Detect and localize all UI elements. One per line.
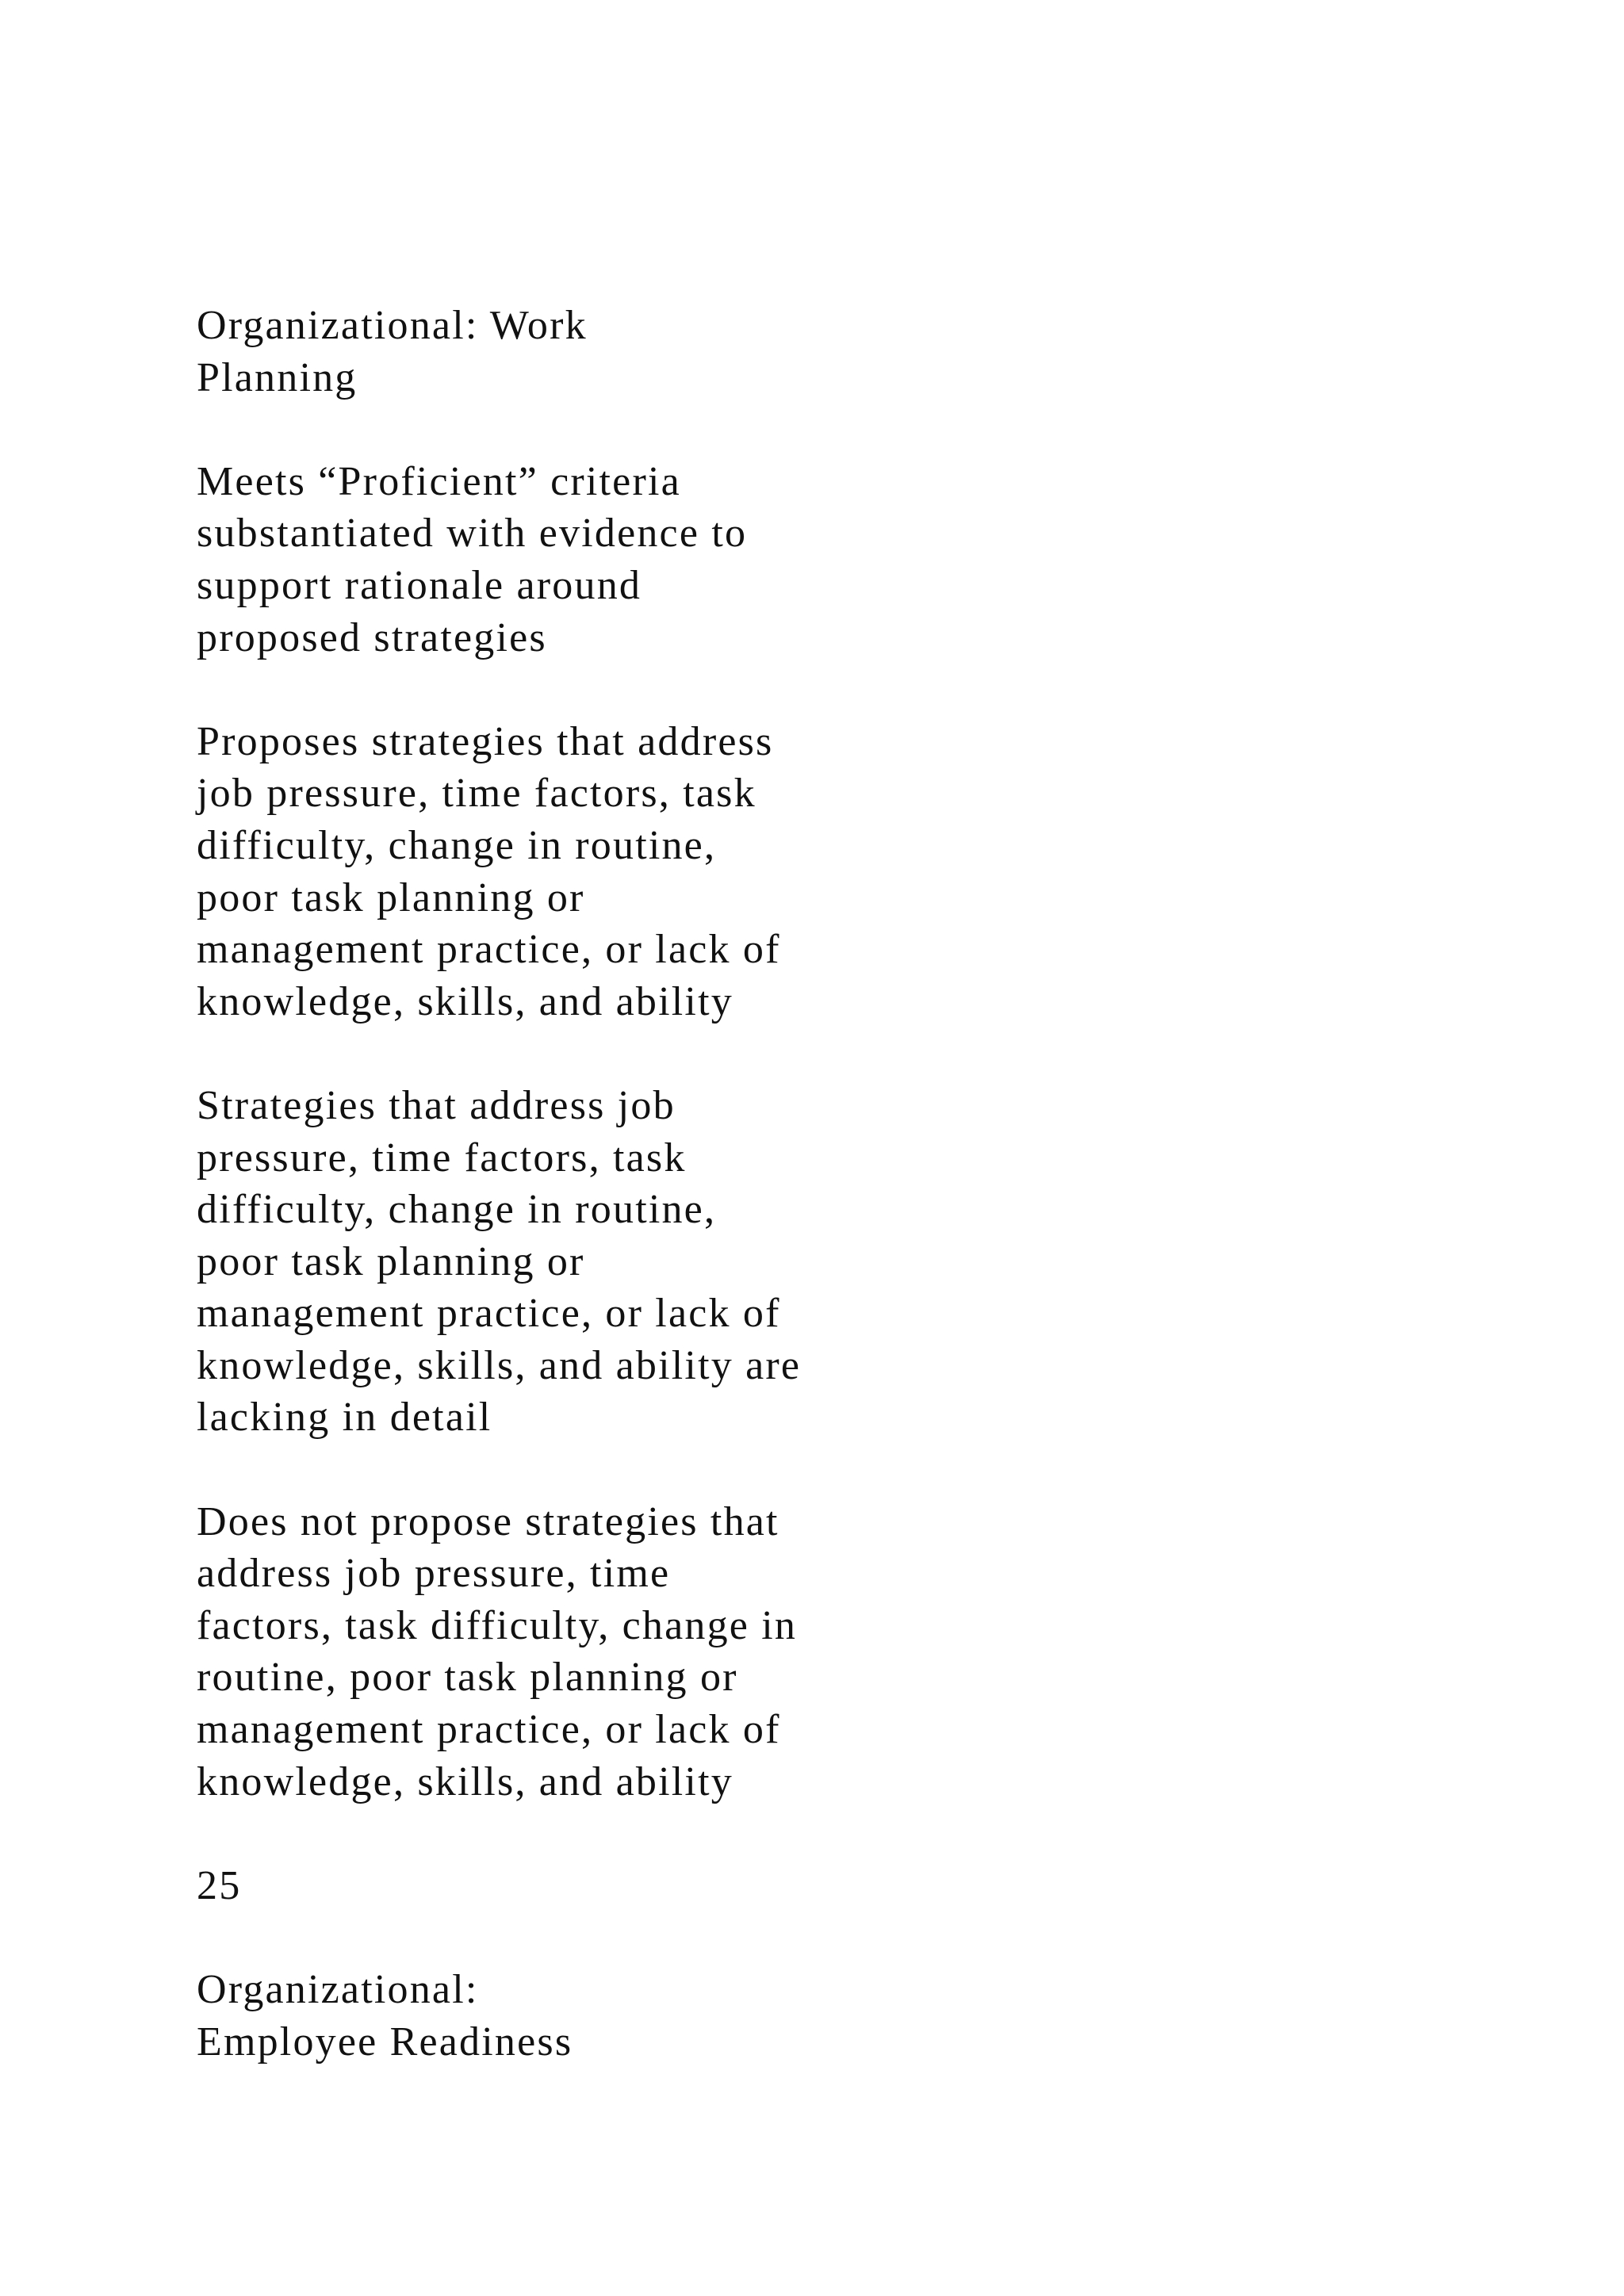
text-line: knowledge, skills, and ability [197, 1758, 733, 1804]
text-line: management practice, or lack of [197, 1707, 781, 1753]
text-line: Organizational: [197, 1967, 479, 2012]
text-line: pressure, time factors, task [197, 1135, 687, 1181]
criterion-value [197, 1860, 910, 1912]
not-evident-description [197, 1496, 910, 1808]
text-line: factors, task difficulty, change in [197, 1602, 798, 1648]
text-line: difficulty, change in routine, [197, 822, 717, 868]
criterion-heading-work-planning [197, 300, 910, 404]
text-line: knowledge, skills, and ability are [197, 1342, 802, 1388]
text-line: management practice, or lack of [197, 1291, 781, 1337]
document-body [197, 300, 910, 2120]
text-line: poor task planning or [197, 874, 585, 920]
text-line: knowledge, skills, and ability [197, 978, 733, 1024]
text-line: Does not propose strategies that [197, 1498, 779, 1544]
text-line: substantiated with evidence to [197, 511, 748, 557]
proficient-description [197, 716, 910, 1028]
text-line: Organizational: Work [197, 303, 588, 348]
text-line: difficulty, change in routine, [197, 1187, 717, 1233]
text-line: address job pressure, time [197, 1551, 671, 1597]
text-line: Employee Readiness [197, 2019, 573, 2064]
text-line: management practice, or lack of [197, 927, 781, 973]
text-line: proposed strategies [197, 614, 547, 660]
text-line: job pressure, time factors, task [197, 771, 756, 817]
text-line: poor task planning or [197, 1238, 585, 1284]
text-line: routine, poor task planning or [197, 1655, 738, 1701]
text-line: Proposes strategies that address [197, 718, 774, 764]
text-line: 25 [197, 1862, 242, 1908]
criterion-heading-employee-readiness [197, 1964, 910, 2068]
text-line: support rationale around [197, 562, 642, 608]
needs-improvement-description [197, 1080, 910, 1444]
text-line: lacking in detail [197, 1395, 492, 1441]
text-line: Strategies that address job [197, 1082, 676, 1128]
exemplary-description [197, 456, 910, 664]
text-line: Planning [197, 354, 358, 400]
text-line: Meets “Proficient” criteria [197, 458, 681, 504]
